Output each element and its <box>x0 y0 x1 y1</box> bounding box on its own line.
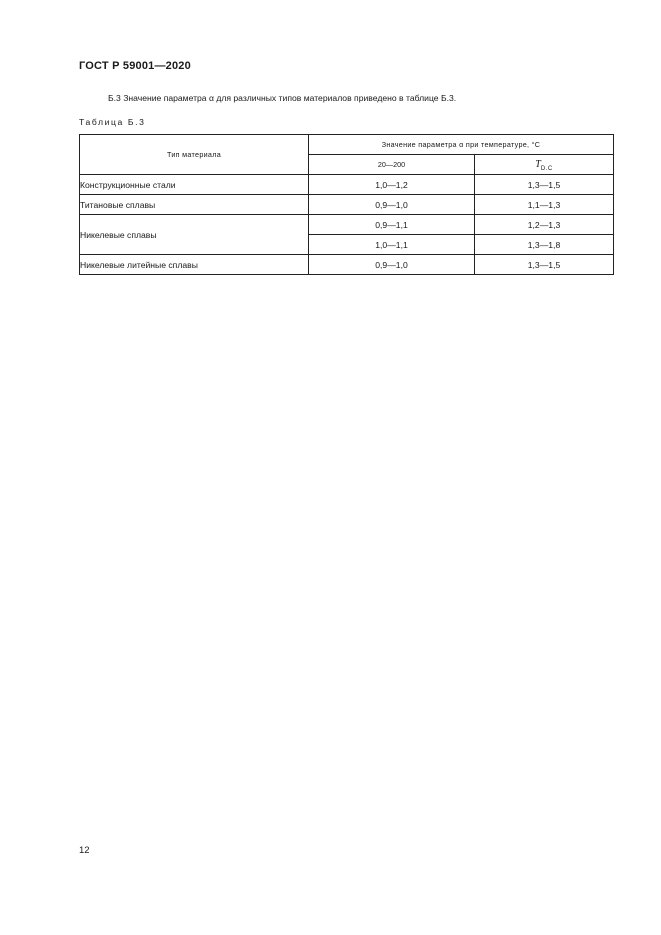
cell-value-t-dc: 1,3—1,5 <box>475 175 614 195</box>
table-row <box>80 175 614 195</box>
table-row <box>80 255 614 275</box>
cell-material: Титановые сплавы <box>80 195 309 215</box>
document-code-header: ГОСТ Р 59001—2020 <box>79 60 191 72</box>
alpha-parameter-table <box>79 134 614 275</box>
page-number: 12 <box>79 845 90 856</box>
header-alpha-at-temperature: Значение параметра α при температуре, °С <box>309 135 614 155</box>
subheader-t-subscript: D.C <box>540 166 553 172</box>
subheader-20-200: 20—200 <box>309 155 475 175</box>
table-row <box>80 195 614 215</box>
cell-value-20-200: 0,9—1,1 <box>309 215 475 235</box>
cell-value-20-200: 1,0—1,2 <box>309 175 475 195</box>
paragraph-b3: Б.3 Значение параметра α для различных типов материалов приведено в таблице Б.3. <box>108 93 457 103</box>
cell-material: Никелевые литейные сплавы <box>80 255 309 275</box>
cell-value-20-200: 0,9—1,0 <box>309 195 475 215</box>
cell-material: Никелевые сплавы <box>80 215 309 255</box>
cell-value-t-dc: 1,3—1,8 <box>475 235 614 255</box>
table-row <box>80 215 614 235</box>
cell-value-20-200: 0,9—1,0 <box>309 255 475 275</box>
cell-material: Конструкционные стали <box>80 175 309 195</box>
cell-value-t-dc: 1,1—1,3 <box>475 195 614 215</box>
subheader-t-symbol: T <box>535 159 541 170</box>
cell-value-20-200: 1,0—1,1 <box>309 235 475 255</box>
subheader-t-dc <box>475 155 614 175</box>
cell-value-t-dc: 1,2—1,3 <box>475 215 614 235</box>
table-caption: Таблица Б.3 <box>79 117 146 127</box>
table-header-row <box>80 135 614 155</box>
cell-value-t-dc: 1,3—1,5 <box>475 255 614 275</box>
header-material-type: Тип материала <box>80 135 309 175</box>
